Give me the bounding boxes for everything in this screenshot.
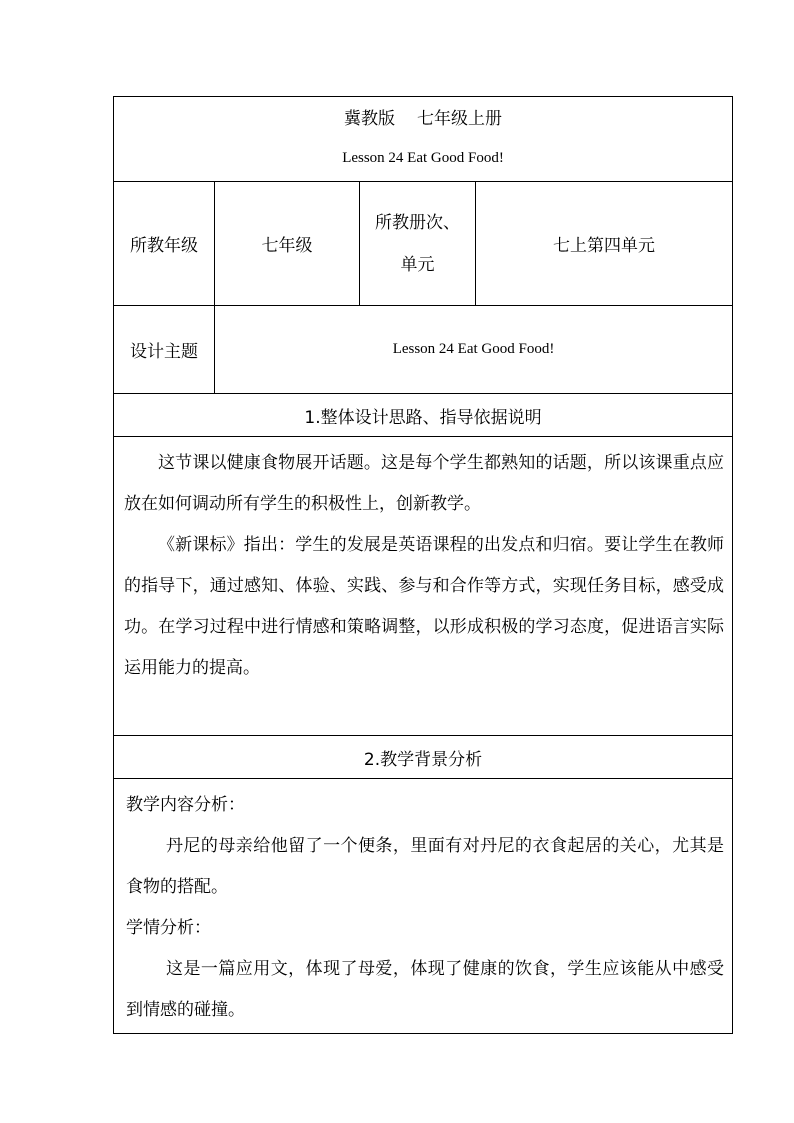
title-cell bbox=[114, 97, 733, 182]
section1-heading-row bbox=[114, 394, 733, 437]
student-analysis-text: 这是一篇应用文，体现了母爱，体现了健康的饮食，学生应该能从中感受到情感的碰撞。 bbox=[126, 959, 725, 1020]
lesson-design-table bbox=[113, 96, 733, 1034]
grade-row bbox=[114, 182, 733, 306]
content-analysis-text: 丹尼的母亲给他留了一个便条，里面有对丹尼的衣食起居的关心，尤其是食物的搭配。 bbox=[126, 836, 725, 897]
section1-body bbox=[114, 437, 733, 736]
topic-row bbox=[114, 306, 733, 394]
edition-text: 冀教版 bbox=[344, 109, 396, 129]
unit-label-line1: 所教册次、 bbox=[375, 212, 460, 233]
section2-body-row bbox=[114, 779, 733, 1034]
section1-body-row bbox=[114, 437, 733, 736]
topic-label: 设计主题 bbox=[114, 306, 215, 394]
volume-text: 七年级上册 bbox=[417, 109, 503, 129]
unit-label bbox=[360, 182, 476, 306]
title-line bbox=[114, 97, 732, 129]
section1-paragraph: 《新课标》指出：学生的发展是英语课程的出发点和归宿。要让学生在教师的指导下，通过感知、体验、实践、参与和合作等方式，实现任务目标，感受成功。在学习过程中进行情感和策略调整，以形成积极的学习态度，促进语言实际运用能力的提高。 bbox=[124, 535, 725, 678]
lesson-title: Lesson 24 Eat Good Food! bbox=[342, 150, 504, 166]
section2-heading: 2.教学背景分析 bbox=[114, 736, 733, 779]
section2-body bbox=[114, 779, 733, 1034]
unit-label-line2: 单元 bbox=[400, 254, 435, 275]
grade-value: 七年级 bbox=[215, 182, 360, 306]
grade-label: 所教年级 bbox=[114, 182, 215, 306]
topic-value: Lesson 24 Eat Good Food! bbox=[215, 306, 733, 394]
section1-paragraph: 这节课以健康食物展开话题。这是每个学生都熟知的话题，所以该课重点应放在如何调动所有学生的积极性上，创新教学。 bbox=[124, 453, 725, 514]
title-row bbox=[114, 97, 733, 182]
unit-value: 七上第四单元 bbox=[476, 182, 733, 306]
content-analysis-heading: 教学内容分析： bbox=[126, 795, 245, 815]
student-analysis-heading: 学情分析： bbox=[126, 918, 211, 938]
section1-heading: 1.整体设计思路、指导依据说明 bbox=[114, 394, 733, 437]
section2-heading-row bbox=[114, 736, 733, 779]
